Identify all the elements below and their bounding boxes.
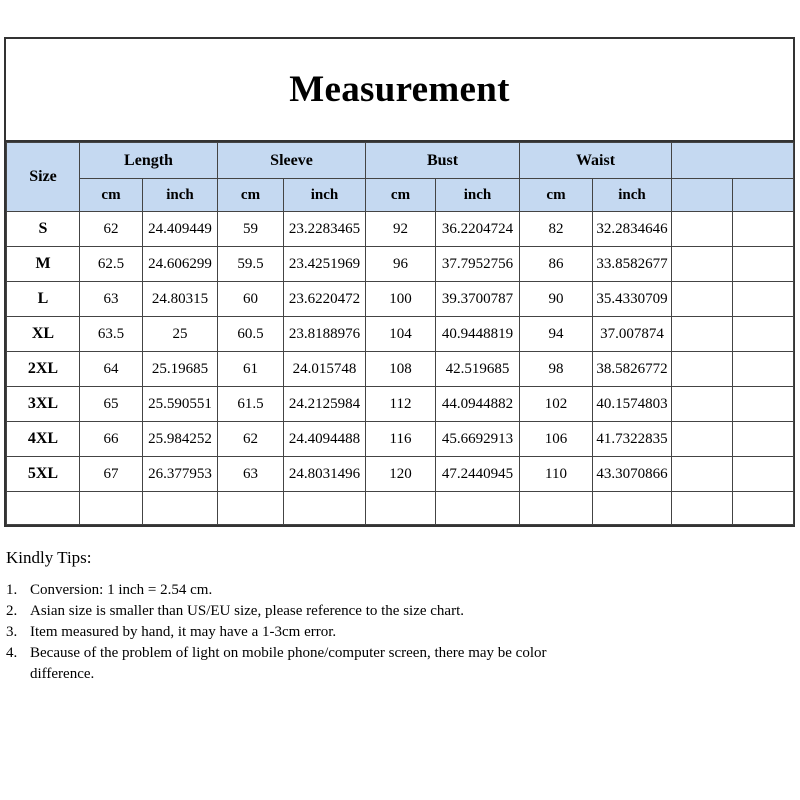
- empty-cell: [7, 492, 80, 525]
- table-cell: 64: [80, 352, 143, 387]
- empty-cell: [672, 492, 733, 525]
- table-cell: 120: [366, 457, 436, 492]
- table-cell: 23.4251969: [284, 247, 366, 282]
- table-cell: 36.2204724: [436, 212, 520, 247]
- table-cell: 23.6220472: [284, 282, 366, 317]
- table-cell: 35.4330709: [593, 282, 672, 317]
- table-cell: 110: [520, 457, 593, 492]
- table-cell: 96: [366, 247, 436, 282]
- table-cell: 102: [520, 387, 593, 422]
- table-cell: 116: [366, 422, 436, 457]
- tips-list: [6, 580, 786, 685]
- table-cell: 63: [218, 457, 284, 492]
- size-header: Size: [7, 143, 80, 212]
- tip-text: Because of the problem of light on mobile phone/computer screen, there may be color difference.: [30, 645, 547, 682]
- table-cell: 41.7322835: [593, 422, 672, 457]
- table-cell: 65: [80, 387, 143, 422]
- table-cell: 42.519685: [436, 352, 520, 387]
- table-cell: 26.377953: [143, 457, 218, 492]
- empty-header-cell: [672, 179, 733, 212]
- empty-cell: [672, 352, 733, 387]
- empty-cell: [80, 492, 143, 525]
- tip-item: [6, 580, 786, 601]
- table-cell: 25.19685: [143, 352, 218, 387]
- length-header: Length: [80, 143, 218, 179]
- table-cell: 98: [520, 352, 593, 387]
- table-cell: 61.5: [218, 387, 284, 422]
- size-table: [6, 142, 794, 525]
- table-cell: 39.3700787: [436, 282, 520, 317]
- size-cell: S: [7, 212, 80, 247]
- tip-item: [6, 622, 786, 643]
- table-cell: 25.984252: [143, 422, 218, 457]
- table-cell: 62: [80, 212, 143, 247]
- table-cell: 45.6692913: [436, 422, 520, 457]
- table-row: [7, 387, 794, 422]
- table-cell: 33.8582677: [593, 247, 672, 282]
- table-cell: 24.8031496: [284, 457, 366, 492]
- unit-header: inch: [436, 179, 520, 212]
- table-cell: 106: [520, 422, 593, 457]
- empty-cell: [733, 212, 794, 247]
- empty-cell: [284, 492, 366, 525]
- empty-cell: [366, 492, 436, 525]
- tip-text: Item measured by hand, it may have a 1-3cm error.: [30, 624, 337, 640]
- empty-cell: [672, 317, 733, 352]
- table-row: [7, 457, 794, 492]
- tip-item: [6, 601, 786, 622]
- tip-number: 2.: [6, 603, 18, 619]
- table-cell: 40.9448819: [436, 317, 520, 352]
- empty-cell: [733, 387, 794, 422]
- waist-header: Waist: [520, 143, 672, 179]
- size-chart: [4, 37, 795, 527]
- table-cell: 61: [218, 352, 284, 387]
- unit-header: inch: [593, 179, 672, 212]
- table-cell: 86: [520, 247, 593, 282]
- empty-cell: [218, 492, 284, 525]
- tip-item: [6, 643, 786, 685]
- table-cell: 25.590551: [143, 387, 218, 422]
- bust-header: Bust: [366, 143, 520, 179]
- table-cell: 100: [366, 282, 436, 317]
- unit-header: cm: [366, 179, 436, 212]
- table-cell: 108: [366, 352, 436, 387]
- size-cell: 3XL: [7, 387, 80, 422]
- empty-cell: [436, 492, 520, 525]
- table-cell: 40.1574803: [593, 387, 672, 422]
- empty-cell: [672, 387, 733, 422]
- empty-cell: [672, 282, 733, 317]
- empty-cell: [733, 352, 794, 387]
- unit-header: cm: [218, 179, 284, 212]
- tip-text: Conversion: 1 inch = 2.54 cm.: [30, 582, 213, 598]
- tip-number: 3.: [6, 624, 18, 640]
- table-cell: 24.409449: [143, 212, 218, 247]
- table-cell: 37.7952756: [436, 247, 520, 282]
- table-cell: 94: [520, 317, 593, 352]
- unit-header: inch: [284, 179, 366, 212]
- size-cell: XL: [7, 317, 80, 352]
- table-cell: 63.5: [80, 317, 143, 352]
- table-cell: 37.007874: [593, 317, 672, 352]
- tip-text: Asian size is smaller than US/EU size, please reference to the size chart.: [30, 603, 464, 619]
- size-cell: M: [7, 247, 80, 282]
- table-cell: 43.3070866: [593, 457, 672, 492]
- empty-cell: [733, 247, 794, 282]
- tips-heading: Kindly Tips:: [6, 548, 92, 567]
- table-cell: 23.8188976: [284, 317, 366, 352]
- table-cell: 25: [143, 317, 218, 352]
- table-cell: 24.606299: [143, 247, 218, 282]
- size-cell: 2XL: [7, 352, 80, 387]
- sleeve-header: Sleeve: [218, 143, 366, 179]
- empty-cell: [672, 247, 733, 282]
- unit-header: inch: [143, 179, 218, 212]
- table-cell: 59.5: [218, 247, 284, 282]
- tip-number: 1.: [6, 582, 18, 598]
- table-row: [7, 352, 794, 387]
- empty-cell: [733, 317, 794, 352]
- empty-cell: [520, 492, 593, 525]
- table-cell: 44.0944882: [436, 387, 520, 422]
- blank-row: [7, 492, 794, 525]
- tip-number: 4.: [6, 645, 18, 661]
- empty-cell: [733, 457, 794, 492]
- empty-cell: [143, 492, 218, 525]
- empty-cell: [733, 282, 794, 317]
- table-cell: 32.2834646: [593, 212, 672, 247]
- table-row: [7, 422, 794, 457]
- table-cell: 82: [520, 212, 593, 247]
- table-cell: 62.5: [80, 247, 143, 282]
- table-cell: 90: [520, 282, 593, 317]
- unit-header: cm: [80, 179, 143, 212]
- table-cell: 47.2440945: [436, 457, 520, 492]
- table-cell: 63: [80, 282, 143, 317]
- table-cell: 38.5826772: [593, 352, 672, 387]
- empty-cell: [672, 212, 733, 247]
- table-cell: 104: [366, 317, 436, 352]
- table-cell: 23.2283465: [284, 212, 366, 247]
- table-cell: 92: [366, 212, 436, 247]
- empty-cell: [672, 422, 733, 457]
- table-cell: 112: [366, 387, 436, 422]
- table-cell: 24.80315: [143, 282, 218, 317]
- size-cell: 5XL: [7, 457, 80, 492]
- table-cell: 59: [218, 212, 284, 247]
- table-cell: 67: [80, 457, 143, 492]
- empty-cell: [733, 492, 794, 525]
- table-cell: 24.2125984: [284, 387, 366, 422]
- table-cell: 24.4094488: [284, 422, 366, 457]
- tips-section: [6, 548, 786, 685]
- unit-header: cm: [520, 179, 593, 212]
- table-cell: 60.5: [218, 317, 284, 352]
- empty-cell: [672, 457, 733, 492]
- table-row: [7, 282, 794, 317]
- table-cell: 60: [218, 282, 284, 317]
- size-cell: L: [7, 282, 80, 317]
- empty-header-cell: [733, 179, 794, 212]
- table-cell: 24.015748: [284, 352, 366, 387]
- empty-cell: [593, 492, 672, 525]
- empty-header: [672, 143, 794, 179]
- empty-cell: [733, 422, 794, 457]
- table-row: [7, 212, 794, 247]
- table-cell: 62: [218, 422, 284, 457]
- table-cell: 66: [80, 422, 143, 457]
- table-row: [7, 247, 794, 282]
- size-cell: 4XL: [7, 422, 80, 457]
- chart-title: Measurement: [6, 39, 793, 142]
- table-row: [7, 317, 794, 352]
